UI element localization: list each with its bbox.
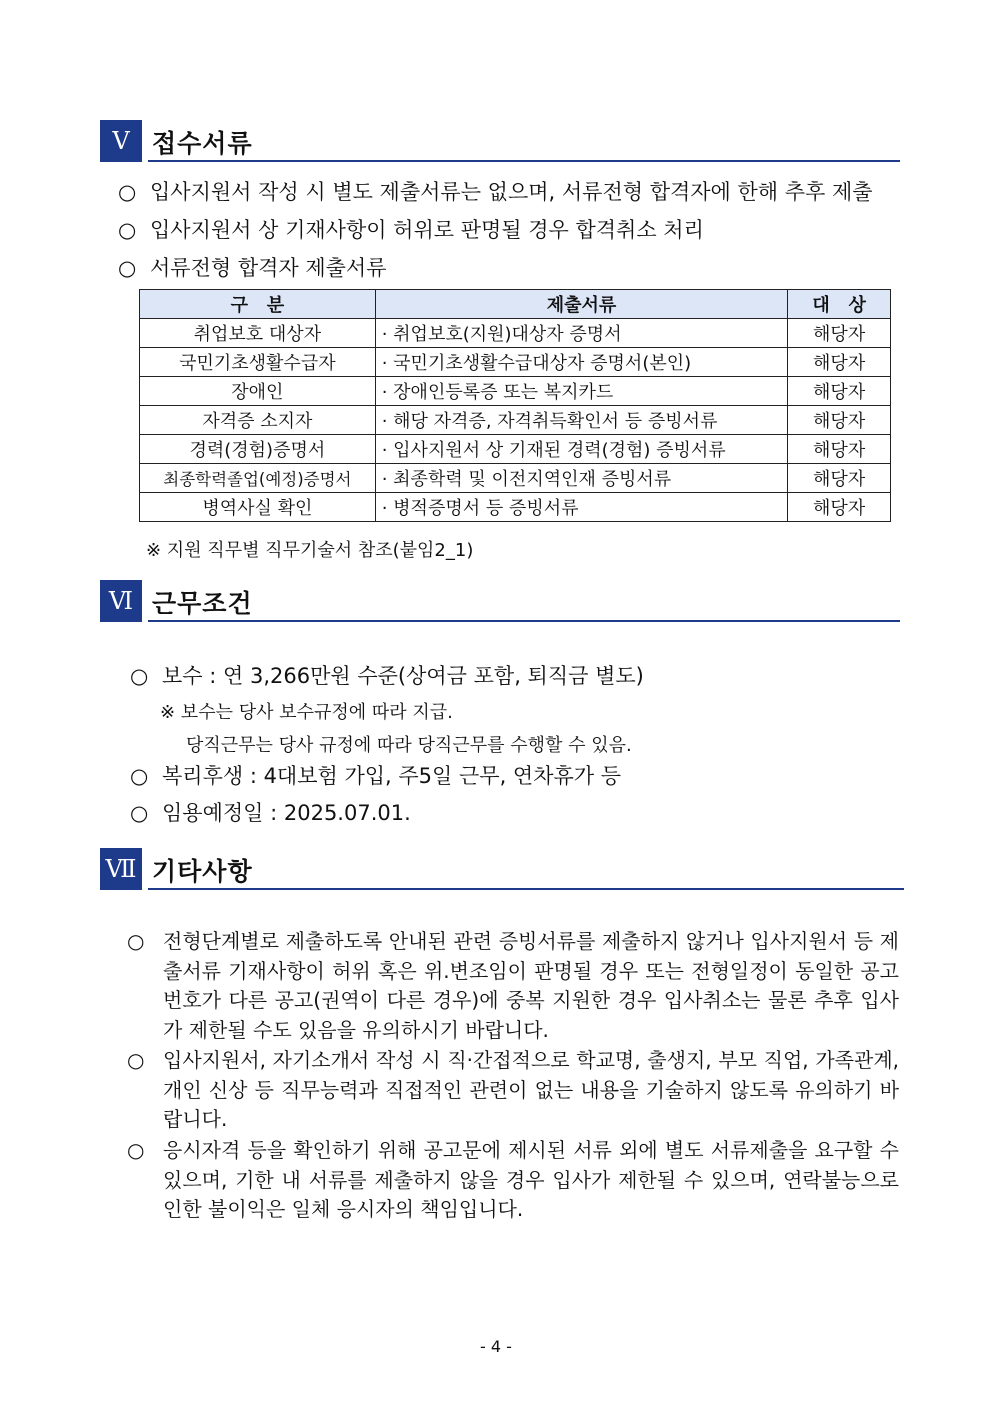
section-5-number: Ⅴ bbox=[100, 120, 142, 162]
pay-note: ※ 보수는 당사 보수규정에 따라 지급. bbox=[160, 702, 453, 723]
bullet-circle-icon: ○ bbox=[130, 664, 149, 688]
notice-paragraph: ○ 입사지원서, 자기소개서 작성 시 직·간접적으로 학교명, 출생지, 부모 직업, 가족관계, 개인 신상 등 직무능력과 직접적인 관련이 없는 내용을 기술하지 않도록 유의하기 바랍니다. bbox=[127, 1048, 899, 1131]
bullet-circle-icon: ○ bbox=[118, 218, 137, 242]
table-header-row bbox=[140, 290, 891, 319]
section-6-header bbox=[100, 580, 900, 624]
section-7-header bbox=[100, 848, 904, 892]
bullet-circle-icon: ○ bbox=[127, 1138, 145, 1162]
section-divider bbox=[148, 620, 900, 622]
table-row: 자격증 소지자 · 해당 자격증, 자격취득확인서 등 증빙서류 해당자 bbox=[140, 406, 891, 435]
table-row: 최종학력졸업(예정)증명서 · 최종학력 및 이전지역인재 증빙서류 해당자 bbox=[140, 464, 891, 493]
table-row: 국민기초생활수급자 · 국민기초생활수급대상자 증명서(본인) 해당자 bbox=[140, 348, 891, 377]
reference-note: ※ 지원 직무별 직무기술서 참조(붙임2_1) bbox=[146, 540, 474, 561]
column-header-target: 대 상 bbox=[788, 290, 891, 319]
table-row: 병역사실 확인 · 병적증명서 등 증빙서류 해당자 bbox=[140, 493, 891, 522]
bullet-circle-icon: ○ bbox=[130, 764, 149, 788]
bullet-circle-icon: ○ bbox=[127, 1048, 145, 1072]
bullet-circle-icon: ○ bbox=[130, 801, 149, 825]
bullet-circle-icon: ○ bbox=[127, 929, 145, 953]
table-row: 취업보호 대상자 · 취업보호(지원)대상자 증명서 해당자 bbox=[140, 319, 891, 348]
table-row: 장애인 · 장애인등록증 또는 복지카드 해당자 bbox=[140, 377, 891, 406]
column-header-category: 구 분 bbox=[140, 290, 376, 319]
list-item: ○ 입사지원서 작성 시 별도 제출서류는 없으며, 서류전형 합격자에 한해 추후 제출 bbox=[118, 180, 873, 204]
bullet-circle-icon: ○ bbox=[118, 256, 137, 280]
page-number: - 4 - bbox=[480, 1337, 512, 1356]
section-7-number: Ⅶ bbox=[100, 848, 142, 890]
section-6-title: 근무조건 bbox=[152, 589, 253, 618]
welfare-item: ○ 복리후생 : 4대보험 가입, 주5일 근무, 연차휴가 등 bbox=[130, 764, 622, 788]
section-6-number: Ⅵ bbox=[100, 580, 142, 622]
start-date-item: ○ 임용예정일 : 2025.07.01. bbox=[130, 801, 411, 825]
list-item: ○ 입사지원서 상 기재사항이 허위로 판명될 경우 합격취소 처리 bbox=[118, 218, 704, 242]
section-divider bbox=[148, 160, 900, 162]
table-row: 경력(경험)증명서 · 입사지원서 상 기재된 경력(경험) 증빙서류 해당자 bbox=[140, 435, 891, 464]
section-divider bbox=[148, 888, 904, 890]
section-7-title: 기타사항 bbox=[152, 857, 253, 886]
notice-paragraph: ○ 응시자격 등을 확인하기 위해 공고문에 제시된 서류 외에 별도 서류제출을 요구할 수 있으며, 기한 내 서류를 제출하지 않을 경우 입사가 제한될 수 있으며, 연락불능으로 인한 불이익은 일체 응시자의 책임입니다. bbox=[127, 1138, 899, 1221]
duty-note: 당직근무는 당사 규정에 따라 당직근무를 수행할 수 있음. bbox=[186, 735, 632, 756]
pay-item: ○ 보수 : 연 3,266만원 수준(상여금 포함, 퇴직금 별도) bbox=[130, 664, 644, 688]
column-header-documents: 제출서류 bbox=[375, 290, 788, 319]
list-item: ○ 서류전형 합격자 제출서류 bbox=[118, 256, 387, 280]
section-5-title: 접수서류 bbox=[152, 129, 253, 158]
documents-table bbox=[139, 289, 891, 522]
section-5-header bbox=[100, 120, 900, 164]
bullet-circle-icon: ○ bbox=[118, 180, 137, 204]
notice-paragraph: ○ 전형단계별로 제출하도록 안내된 관련 증빙서류를 제출하지 않거나 입사지원서 등 제출서류 기재사항이 허위 혹은 위.변조임이 판명될 경우 또는 전형일정이 동일한 공고번호가 다른 공고(권역이 다른 경우)에 중복 지원한 경우 입사취소는 물론 추후 입사가 제한될 수도 있음을 유의하시기 바랍니다. bbox=[127, 929, 899, 1042]
